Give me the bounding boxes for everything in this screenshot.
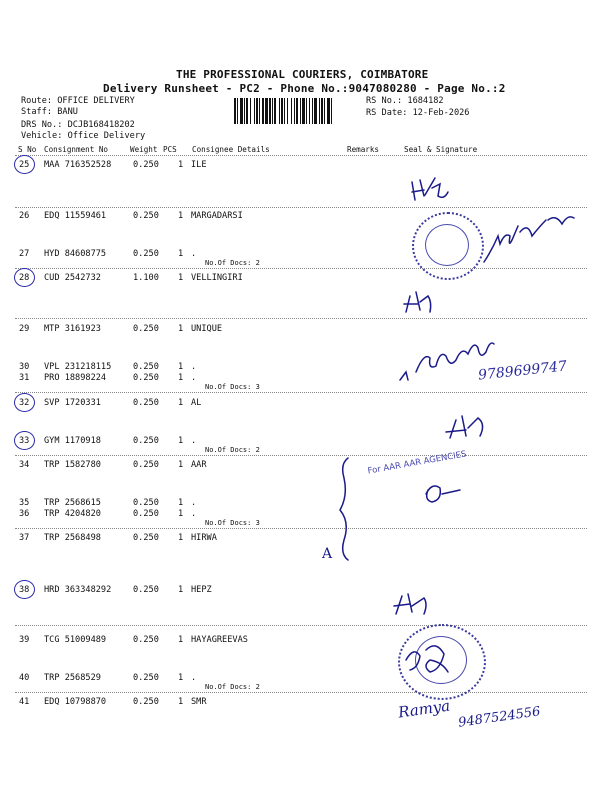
row-details: . (191, 509, 197, 519)
row-details: . (191, 249, 197, 259)
row-details: SMR (191, 697, 207, 707)
row-weight: 0.250 (133, 533, 159, 543)
docs-count: No.Of Docs: 2 (205, 446, 260, 454)
row-sno: 26 (19, 211, 30, 221)
row-details: . (191, 436, 197, 446)
row-consignment: VPL 231218115 (44, 362, 112, 372)
row-sno: 29 (19, 324, 30, 334)
row-consignment: CUD 2542732 (44, 273, 101, 283)
docs-count: No.Of Docs: 2 (205, 683, 260, 691)
row-details: ILE (191, 160, 207, 170)
handwritten-stamp-text: For AAR AAR AGENCIES (366, 449, 468, 477)
row-pcs: 1 (178, 436, 184, 446)
row-details: HAYAGREEVAS (191, 635, 248, 645)
row-weight: 0.250 (133, 398, 159, 408)
row-pcs: 1 (178, 585, 184, 595)
row-details: AL (191, 398, 202, 408)
row-details: AAR (191, 460, 207, 470)
row-details: VELLINGIRI (191, 273, 243, 283)
row-consignment: PRO 18898224 (44, 373, 107, 383)
row-consignment: TCG 51009489 (44, 635, 107, 645)
row-weight: 0.250 (133, 160, 159, 170)
row-sno: 31 (19, 373, 30, 383)
row-pcs: 1 (178, 373, 184, 383)
row-details: MARGADARSI (191, 211, 243, 221)
row-pcs: 1 (178, 160, 184, 170)
row-sno: 38 (19, 585, 30, 595)
vehicle-label: Vehicle: Office Delivery (21, 131, 146, 141)
row-consignment: GYM 1170918 (44, 436, 101, 446)
row-consignment: EDQ 10798870 (44, 697, 107, 707)
row-weight: 1.100 (133, 273, 159, 283)
row-pcs: 1 (178, 273, 184, 283)
row-weight: 0.250 (133, 436, 159, 446)
row-consignment: TRP 2568498 (44, 533, 101, 543)
row-consignment: MAA 716352528 (44, 160, 112, 170)
row-pcs: 1 (178, 635, 184, 645)
row-weight: 0.250 (133, 509, 159, 519)
docs-count: No.Of Docs: 2 (205, 259, 260, 267)
col-consignee: Consignee Details (192, 145, 270, 154)
row-sno: 34 (19, 460, 30, 470)
docs-count: No.Of Docs: 3 (205, 519, 260, 527)
row-pcs: 1 (178, 324, 184, 334)
row-sno: 30 (19, 362, 30, 372)
handwritten-letter-a: A (322, 546, 333, 562)
docs-count: No.Of Docs: 3 (205, 383, 260, 391)
row-weight: 0.250 (133, 362, 159, 372)
staff-label: Staff: BANU (21, 107, 78, 117)
row-sno: 25 (19, 160, 30, 170)
row-pcs: 1 (178, 362, 184, 372)
handwritten-phone-1: 9789699747 (477, 358, 568, 384)
row-pcs: 1 (178, 498, 184, 508)
row-pcs: 1 (178, 398, 184, 408)
row-details: UNIQUE (191, 324, 223, 334)
row-pcs: 1 (178, 697, 184, 707)
row-consignment: MTP 3161923 (44, 324, 101, 334)
row-details: . (191, 362, 197, 372)
row-consignment: EDQ 11559461 (44, 211, 107, 221)
row-pcs: 1 (178, 509, 184, 519)
row-consignment: SVP 1720331 (44, 398, 101, 408)
row-details: . (191, 673, 197, 683)
row-details: HEPZ (191, 585, 212, 595)
handwritten-name: Ramya (397, 696, 452, 722)
row-consignment: TRP 1582780 (44, 460, 101, 470)
col-consignment: Consignment No (44, 145, 109, 154)
row-weight: 0.250 (133, 324, 159, 334)
row-sno: 37 (19, 533, 30, 543)
drs-number: DRS No.: DCJB168418202 (21, 120, 135, 130)
row-consignment: TRP 2568615 (44, 498, 101, 508)
row-weight: 0.250 (133, 635, 159, 645)
row-weight: 0.250 (133, 673, 159, 683)
row-pcs: 1 (178, 533, 184, 543)
row-pcs: 1 (178, 211, 184, 221)
col-weight: Weight (130, 145, 158, 154)
row-pcs: 1 (178, 460, 184, 470)
rs-date: RS Date: 12-Feb-2026 (366, 108, 470, 118)
col-pcs: PCS (163, 145, 177, 154)
company-title: THE PROFESSIONAL COURIERS, COIMBATORE (176, 68, 429, 81)
row-consignment: TRP 2568529 (44, 673, 101, 683)
col-sno: S No (18, 145, 37, 154)
row-weight: 0.250 (133, 249, 159, 259)
row-weight: 0.250 (133, 211, 159, 221)
route-label: Route: OFFICE DELIVERY (21, 96, 135, 106)
row-consignment: TRP 4204820 (44, 509, 101, 519)
row-details: . (191, 373, 197, 383)
handwritten-phone-2: 9487524556 (457, 704, 542, 731)
row-weight: 0.250 (133, 460, 159, 470)
row-consignment: HRD 363348292 (44, 585, 112, 595)
row-weight: 0.250 (133, 585, 159, 595)
row-pcs: 1 (178, 673, 184, 683)
row-weight: 0.250 (133, 498, 159, 508)
row-weight: 0.250 (133, 373, 159, 383)
row-sno: 41 (19, 697, 30, 707)
row-pcs: 1 (178, 249, 184, 259)
row-sno: 27 (19, 249, 30, 259)
rs-number: RS No.: 1684182 (366, 96, 444, 106)
col-remarks: Remarks (347, 145, 380, 154)
row-consignment: HYD 84608775 (44, 249, 107, 259)
row-sno: 39 (19, 635, 30, 645)
row-weight: 0.250 (133, 697, 159, 707)
row-sno: 32 (19, 398, 30, 408)
col-seal-signature: Seal & Signature (404, 145, 478, 154)
runsheet-subtitle: Delivery Runsheet - PC2 - Phone No.:9047080280 - Page No.:2 (103, 82, 506, 95)
row-sno: 36 (19, 509, 30, 519)
row-sno: 33 (19, 436, 30, 446)
row-sno: 35 (19, 498, 30, 508)
row-details: HIRWA (191, 533, 217, 543)
row-details: . (191, 498, 197, 508)
row-sno: 28 (19, 273, 30, 283)
row-sno: 40 (19, 673, 30, 683)
